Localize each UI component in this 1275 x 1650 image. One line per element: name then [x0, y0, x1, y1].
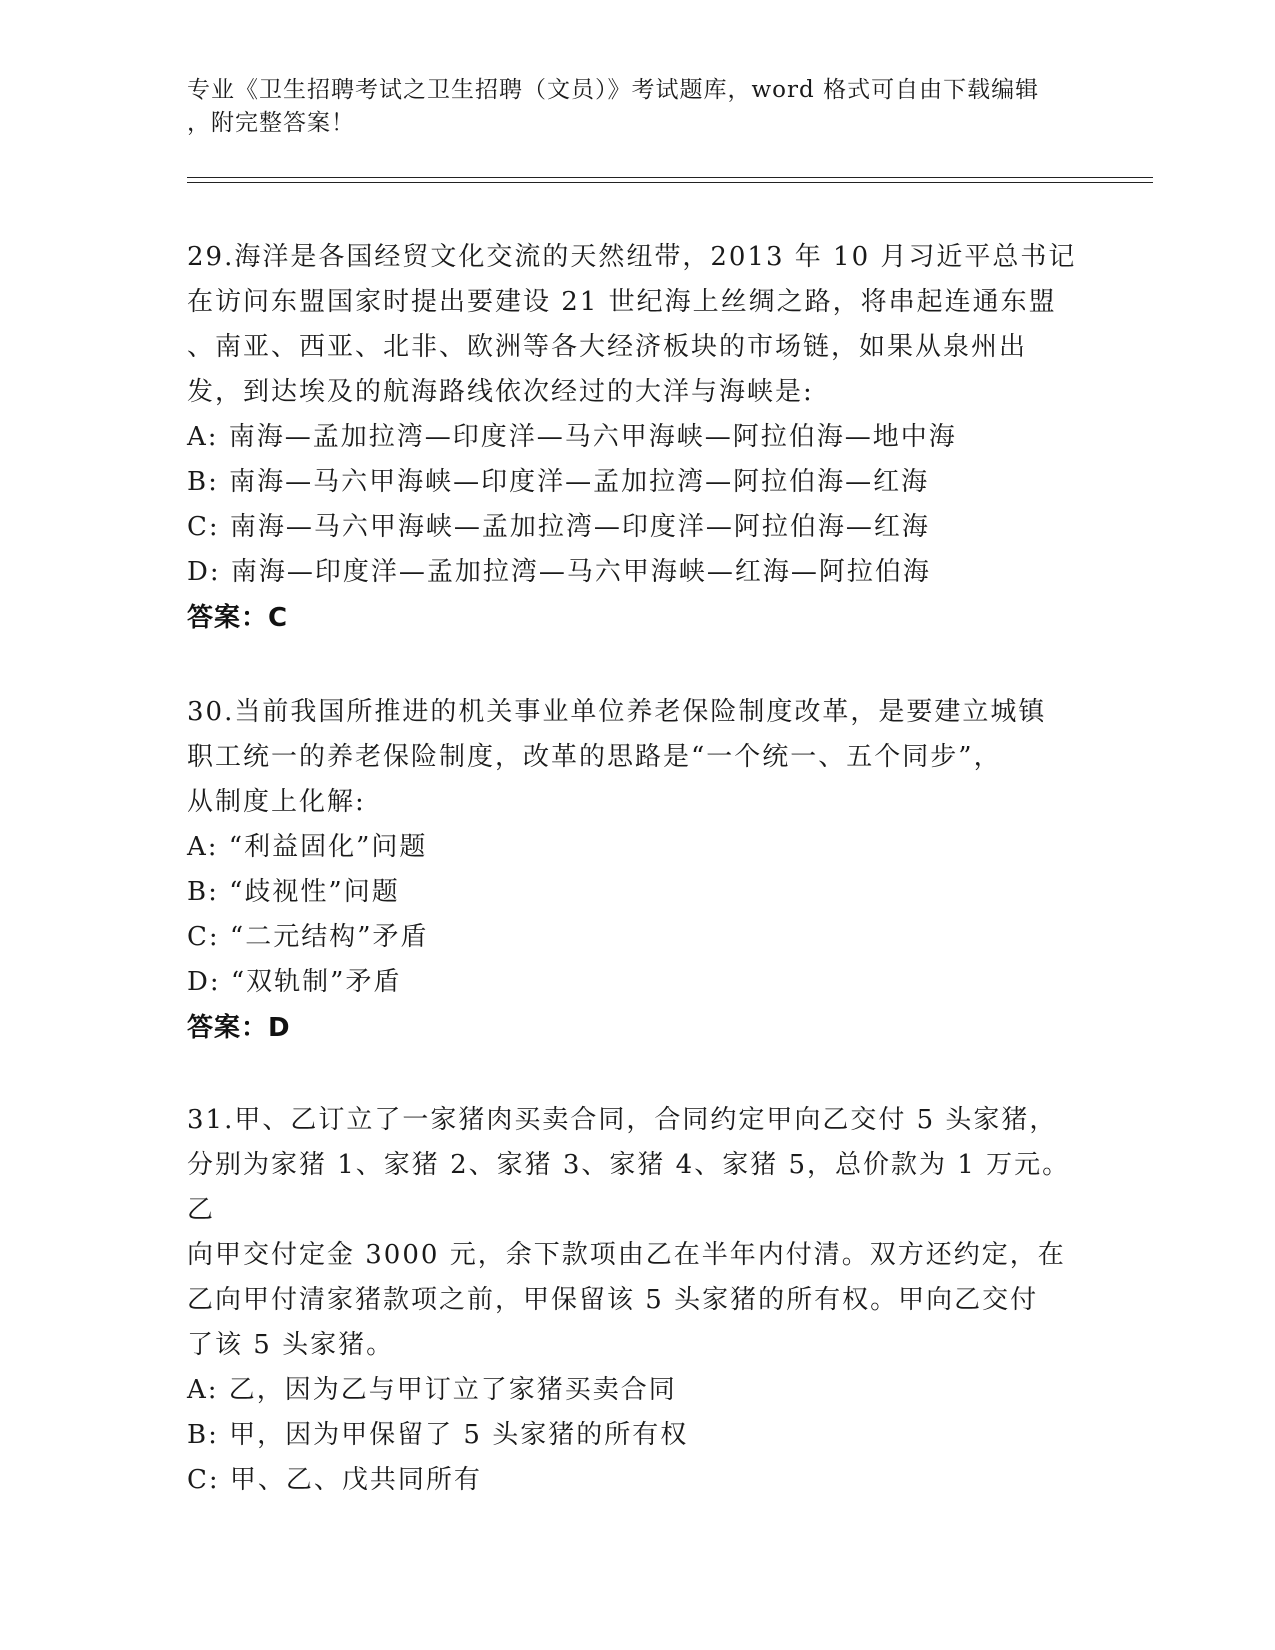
- question-stem-line: 了该 5 头家猪。: [187, 1330, 395, 1360]
- question-stem-line: 发，到达埃及的航海路线依次经过的大洋与海峡是:: [187, 377, 814, 407]
- option-b: B: “歧视性”问题: [187, 877, 400, 907]
- question-30: [187, 690, 1087, 1051]
- option-c: C: “二元结构”矛盾: [187, 922, 429, 952]
- question-stem-line: 29.海洋是各国经贸文化交流的天然纽带，2013 年 10 月习近平总书记: [187, 242, 1077, 272]
- option-d: D: “双轨制”矛盾: [187, 967, 402, 997]
- header-line-2: ，附完整答案！: [187, 110, 355, 136]
- question-stem-line: 在访问东盟国家时提出要建设 21 世纪海上丝绸之路，将串起连通东盟: [187, 287, 1057, 317]
- header-line-1: 专业《卫生招聘考试之卫生招聘（文员）》考试题库，word 格式可自由下载编辑: [187, 77, 1040, 103]
- header-rule-bottom: [187, 182, 1153, 183]
- option-b: B: 南海—马六甲海峡—印度洋—孟加拉湾—阿拉伯海—红海: [187, 467, 930, 497]
- question-stem-line: 乙向甲付清家猪款项之前，甲保留该 5 头家猪的所有权。甲向乙交付: [187, 1285, 1039, 1315]
- answer-text: 答案：D: [187, 1013, 291, 1043]
- question-stem-line: 向甲交付定金 3000 元，余下款项由乙在半年内付清。双方还约定，在: [187, 1240, 1066, 1270]
- question-stem-line: 分别为家猪 1、家猪 2、家猪 3、家猪 4、家猪 5，总价款为 1 万元。乙: [187, 1150, 1071, 1225]
- document-header: [187, 74, 1087, 140]
- option-a: A: “利益固化”问题: [187, 832, 428, 862]
- question-stem-line: 从制度上化解:: [187, 787, 366, 817]
- option-a: A: 南海—孟加拉湾—印度洋—马六甲海峡—阿拉伯海—地中海: [187, 422, 957, 452]
- question-stem-line: 31.甲、乙订立了一家猪肉买卖合同，合同约定甲向乙交付 5 头家猪，: [187, 1105, 1058, 1135]
- option-c: C: 甲、乙、戊共同所有: [187, 1465, 482, 1495]
- option-d: D: 南海—印度洋—孟加拉湾—马六甲海峡—红海—阿拉伯海: [187, 557, 931, 587]
- question-29: [187, 235, 1087, 641]
- question-stem-line: 职工统一的养老保险制度，改革的思路是“一个统一、五个同步”，: [187, 742, 1002, 772]
- option-c: C: 南海—马六甲海峡—孟加拉湾—印度洋—阿拉伯海—红海: [187, 512, 930, 542]
- answer-text: 答案：C: [187, 603, 289, 633]
- header-rule-top: [187, 177, 1153, 178]
- option-b: B: 甲，因为甲保留了 5 头家猪的所有权: [187, 1420, 689, 1450]
- question-stem-line: 、南亚、西亚、北非、欧洲等各大经济板块的市场链，如果从泉州出: [187, 332, 1028, 362]
- question-stem-line: 30.当前我国所推进的机关事业单位养老保险制度改革，是要建立城镇: [187, 697, 1047, 727]
- option-a: A: 乙，因为乙与甲订立了家猪买卖合同: [187, 1375, 677, 1405]
- question-31: [187, 1098, 1087, 1503]
